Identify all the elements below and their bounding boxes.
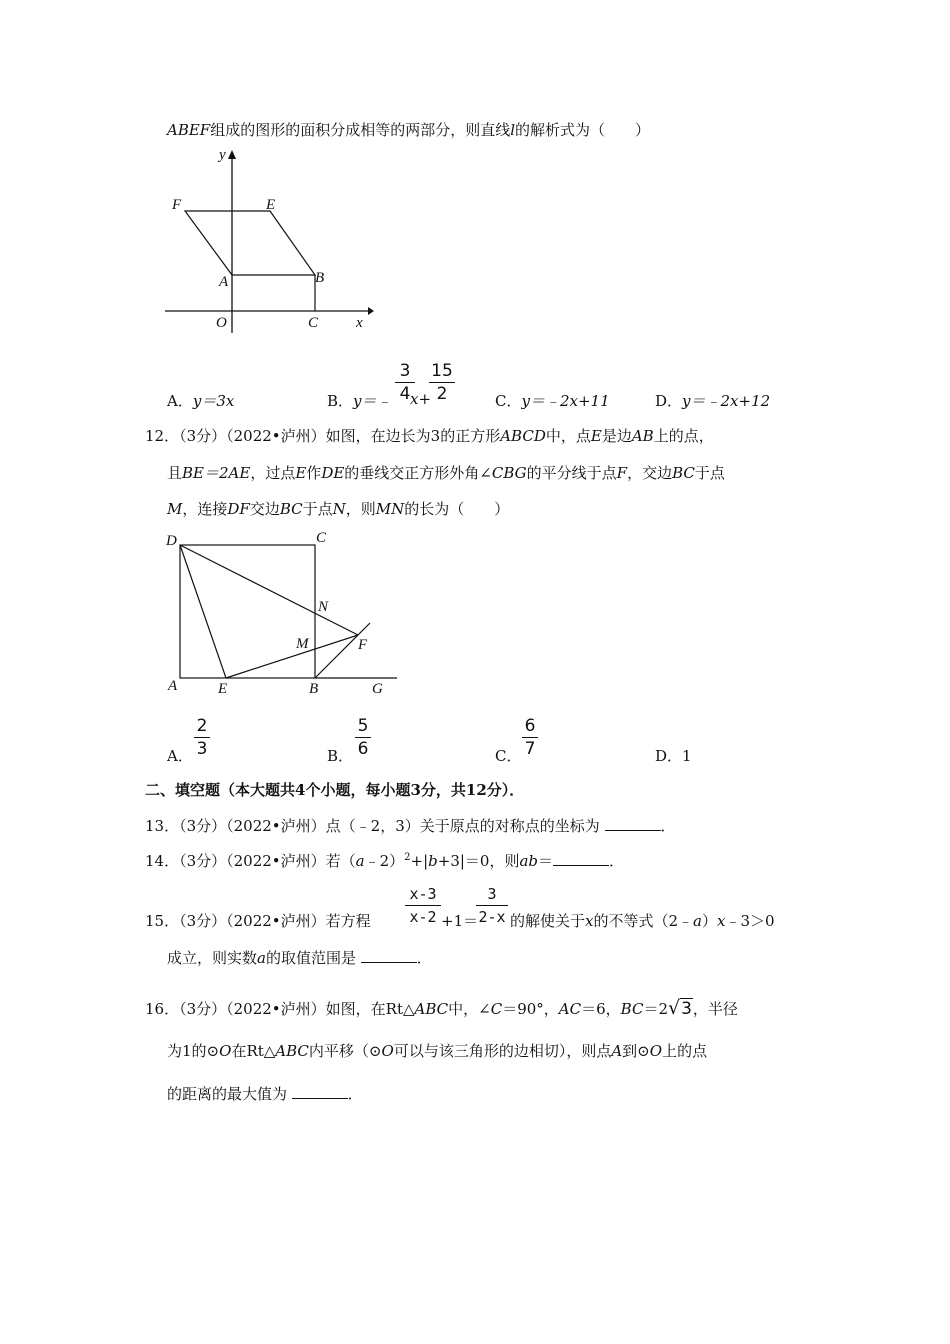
q12-line1: [145, 425, 714, 446]
q16-ac: AC: [558, 1000, 582, 1018]
q12-label-a: A: [168, 678, 178, 694]
q12-l2-cbg: CBG: [491, 464, 527, 482]
q11-option-d: [655, 390, 770, 411]
q12-side-ab: AB: [631, 427, 654, 445]
q16-e: ＝2: [643, 1000, 668, 1018]
q12-label-e: E: [218, 681, 228, 697]
q11-option-b-frac2-num: 15: [431, 361, 453, 381]
q12-l3-mn: MN: [375, 500, 405, 518]
q12-option-a-num: 2: [196, 716, 208, 736]
q11-abef: ABEF: [167, 121, 211, 139]
q12-figure: [160, 525, 410, 700]
q15-frac1-den: x-2: [409, 908, 437, 926]
q12-l3-e: 的长为（ ）: [404, 500, 510, 518]
q12-l3-d: ，则: [345, 500, 376, 518]
q11-line1-suffix: 的解析式为（ ）: [515, 121, 651, 139]
q11-parallelogram-abef: [185, 211, 315, 275]
q11-line1-text: 组成的图形的面积分成相等的两部分，则直线: [210, 121, 511, 139]
q12-line1-d: 上的点，: [653, 427, 714, 445]
q14-end: ．: [609, 852, 625, 870]
q11-line1: [167, 119, 650, 140]
q11-option-a-label: A．: [167, 392, 193, 410]
q12-l3-df: DF: [227, 500, 250, 518]
q14-var-b: b: [428, 852, 438, 870]
q12-l2-de: DE: [321, 464, 345, 482]
q11-label-e: E: [266, 197, 276, 213]
q12-option-b-bar: [355, 737, 371, 738]
q16-l2-f: 上的点: [662, 1042, 708, 1060]
q16-radical-sign: √: [667, 997, 681, 1019]
q15-frac2-num: 3: [487, 885, 497, 903]
q12-square-abcd: [180, 545, 315, 678]
q12-label-d: D: [166, 533, 177, 549]
q15-e: ﹣3＞0: [725, 912, 775, 930]
q14-ab: ab: [519, 852, 539, 870]
q15-l2-var: a: [257, 949, 266, 967]
q11-option-b-frac1-bar: [395, 382, 415, 383]
q15-end: ．: [416, 949, 432, 967]
q12-l2-a: 且: [167, 464, 183, 482]
q15-line2: [167, 947, 432, 968]
q15-l2-a: 成立，则实数: [167, 949, 258, 967]
q12-option-c-den: 7: [524, 739, 536, 759]
q13-end: ．: [660, 817, 676, 835]
q12-square: ABCD: [500, 427, 546, 445]
q12-line1-c: 是边: [601, 427, 632, 445]
q11-option-c: [495, 390, 610, 411]
q15-rest: [510, 910, 775, 931]
q16-answer-blank[interactable]: [292, 1084, 348, 1099]
q15-plus: +1＝: [441, 912, 479, 930]
q12-option-a-bar: [194, 737, 210, 738]
q12-l2-f: F: [616, 464, 628, 482]
q11-label-y: y: [219, 147, 226, 163]
q16-bc: BC: [620, 1000, 644, 1018]
section-2-title: 二、填空题（本大题共4个小题，每小题3分，共12分）．: [145, 781, 525, 799]
q11-option-b-frac1-den: 4: [399, 384, 411, 404]
q12-line3: [167, 498, 509, 519]
q11-x-arrow: [368, 307, 374, 315]
q11-option-b-prefix: y＝﹣: [353, 392, 392, 410]
q15-frac2-bar: [476, 905, 508, 906]
q16-line2: [167, 1040, 707, 1061]
q11-option-d-label: D．: [655, 392, 683, 410]
q11-option-c-label: C．: [495, 392, 522, 410]
q14-d: +3|＝0，则: [437, 852, 520, 870]
q14-b: ﹣2）: [364, 852, 405, 870]
q14-var-a: a: [355, 852, 365, 870]
q15-x2: x: [717, 912, 726, 930]
q12-l2-g: 于点: [694, 464, 725, 482]
q15-a: 15．（3分）（2022•泸州）若方程: [145, 912, 371, 930]
q11-option-b-frac2: [429, 361, 455, 404]
q12-l2-e2: 的平分线于点: [526, 464, 617, 482]
q11-label-o: O: [216, 315, 227, 331]
q12-option-d-text: 1: [682, 747, 692, 765]
q13-text: 13．（3分）（2022•泸州）点（﹣2，3）关于原点的对称点的坐标为: [145, 817, 600, 835]
q15-var-a: a: [693, 912, 702, 930]
q16-line1: [145, 997, 738, 1019]
q14-e: ＝: [538, 852, 554, 870]
q15-frac2-den: 2-x: [478, 908, 506, 926]
q12-option-a-frac: [194, 716, 210, 759]
q12-option-c-num: 6: [524, 716, 536, 736]
q12-point-e: E: [590, 427, 602, 445]
q15-l2-b: 的取值范围是: [265, 949, 356, 967]
q11-option-b-mid: x+: [410, 390, 432, 408]
q16-l2-point-a: A: [611, 1042, 623, 1060]
q11-label-c: C: [308, 315, 319, 331]
q12-l2-bc: BC: [672, 464, 695, 482]
q12-l3-bc: BC: [279, 500, 303, 518]
q15-d: ）: [701, 912, 717, 930]
q12-option-c-frac: [522, 716, 538, 759]
q12-label-n: N: [318, 599, 329, 615]
q16-l3-a: 的距离的最大值为: [167, 1085, 288, 1103]
q11-label-b: B: [315, 270, 325, 286]
q14-answer-blank[interactable]: [553, 851, 609, 866]
q11-option-b-label: B．: [327, 392, 354, 410]
q14: [145, 850, 624, 871]
q16-line3: [167, 1083, 363, 1104]
q12-option-b-num: 5: [357, 716, 369, 736]
q15-answer-blank[interactable]: [361, 948, 417, 963]
q16-l2-o: O: [219, 1042, 232, 1060]
q15-x: x: [585, 912, 594, 930]
q12-option-b-label: B．: [327, 747, 354, 765]
q12-option-a-den: 3: [196, 739, 208, 759]
q11-var-l: l: [510, 121, 516, 139]
q11-label-a: A: [219, 274, 229, 290]
q12-label-b: B: [309, 681, 319, 697]
q13-answer-blank[interactable]: [605, 816, 661, 831]
q16-b: 中，∠: [448, 1000, 491, 1018]
q12-label-m: M: [296, 636, 309, 652]
q12-option-d: [655, 745, 692, 766]
q16-l2-c: 内平移（⊙: [308, 1042, 382, 1060]
q12-line2: [167, 462, 725, 483]
q11-option-b-frac2-den: 2: [436, 384, 448, 404]
q16-a: 16．（3分）（2022•泸州）如图，在Rt△: [145, 1000, 415, 1018]
q12-option-b-den: 6: [357, 739, 369, 759]
q12-option-d-label: D．: [655, 747, 683, 765]
q11-option-b-frac1-num: 3: [399, 361, 411, 381]
q16-abc: ABC: [414, 1000, 449, 1018]
q12-line1-b: 中，点: [545, 427, 591, 445]
q15-frac1-num: x-3: [409, 885, 437, 903]
q16-l2-abc: ABC: [275, 1042, 309, 1060]
q11-y-arrow: [228, 150, 236, 159]
q15-frac1-bar: [405, 905, 441, 906]
q12-segment-ef: [226, 635, 358, 678]
q16-l2-b: 在Rt△: [231, 1042, 276, 1060]
q12-l2-b: ，过点: [250, 464, 296, 482]
q11-label-x: x: [356, 315, 363, 331]
q16-radicand: 3: [681, 999, 692, 1019]
q14-c: +|: [410, 852, 429, 870]
q16-c-var: C: [490, 1000, 503, 1018]
q16-d: ＝6，: [581, 1000, 621, 1018]
q16-f: ，半径: [692, 1000, 738, 1018]
q16-l2-o3: O: [649, 1042, 663, 1060]
q14-a: 14．（3分）（2022•泸州）若（: [145, 852, 356, 870]
q12-l2-e: E: [295, 464, 307, 482]
q16-l2-e: 到⊙: [622, 1042, 650, 1060]
q15-frac2: [476, 884, 508, 927]
q13: [145, 815, 676, 836]
q11-label-f: F: [172, 197, 182, 213]
q12-l2-be: BE＝2AE: [182, 464, 251, 482]
q11-figure: [160, 145, 380, 340]
q15-frac1: [405, 884, 441, 927]
q11-option-b-frac2-bar: [429, 382, 455, 383]
q11-option-d-text: y＝﹣2x+12: [682, 392, 771, 410]
q12-line1-a: 12．（3分）（2022•泸州）如图，在边长为3的正方形: [145, 427, 501, 445]
q12-label-c: C: [316, 530, 327, 546]
q12-l3-b: 交边: [249, 500, 280, 518]
q12-label-g: G: [372, 681, 383, 697]
q12-l3-m: M: [167, 500, 183, 518]
q16-l2-d: 可以与该三角形的边相切），则点: [393, 1042, 612, 1060]
q16-c: ＝90°，: [502, 1000, 559, 1018]
q12-label-f: F: [358, 637, 368, 653]
q12-option-b-frac: [355, 716, 371, 759]
q15-b: 的解使关于: [510, 912, 586, 930]
q12-option-c-bar: [522, 737, 538, 738]
q12-l2-f2: ，交边: [627, 464, 673, 482]
q11-option-b: [327, 390, 392, 411]
q12-l3-a: ，连接: [182, 500, 228, 518]
q16-l2-a: 为1的⊙: [167, 1042, 220, 1060]
q15-c: 的不等式（2﹣: [593, 912, 694, 930]
q12-option-c-label: C．: [495, 747, 522, 765]
q11-option-c-text: y＝﹣2x+11: [521, 392, 610, 410]
q16-l2-o2: O: [381, 1042, 394, 1060]
q12-l2-d: 的垂线交正方形外角∠: [344, 464, 492, 482]
q11-option-a-text: y＝3x: [192, 392, 235, 410]
q12-option-a-label: A．: [167, 747, 193, 765]
q12-l2-c: 作: [306, 464, 322, 482]
q14-sup: 2: [404, 852, 411, 863]
q16-end: ．: [347, 1085, 363, 1103]
q12-l3-c: 于点: [302, 500, 333, 518]
q12-l3-n: N: [332, 500, 346, 518]
q11-option-a: [167, 390, 234, 411]
